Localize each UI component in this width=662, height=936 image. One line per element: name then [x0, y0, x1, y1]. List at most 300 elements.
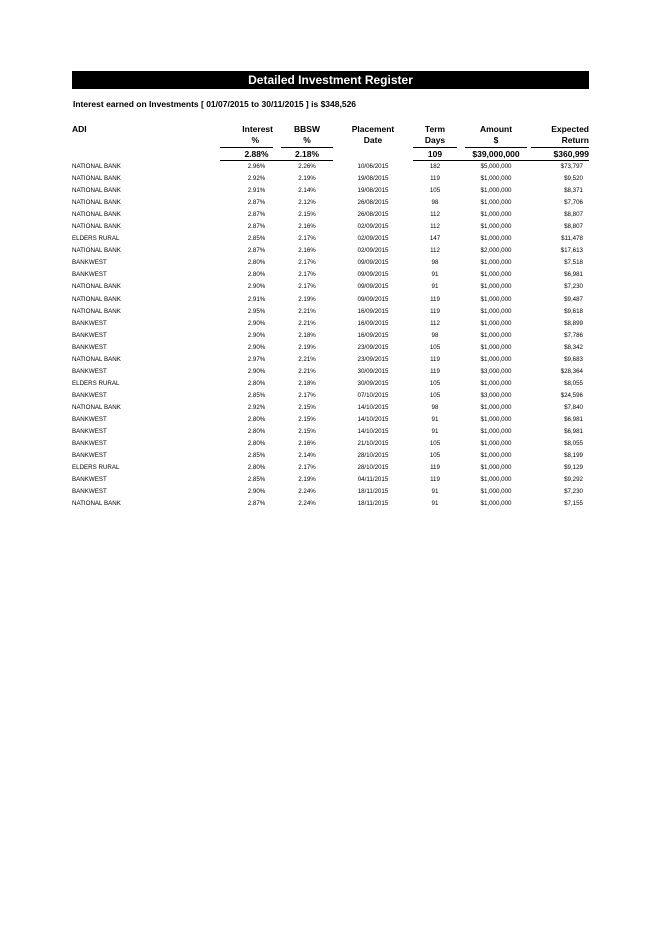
cell-gap [333, 209, 345, 221]
cell-amount: $1,000,000 [480, 199, 512, 207]
cell-adi: NATIONAL BANK [72, 295, 121, 303]
cell-amount: $3,000,000 [480, 367, 512, 375]
totals-placement-blank [345, 148, 401, 161]
cell-adi: BANKWEST [72, 331, 107, 339]
cell-term: 112 [430, 247, 440, 255]
cell-term: 98 [431, 199, 439, 207]
cell-bbsw: 2.17% [298, 464, 316, 472]
cell-amount: $1,000,000 [480, 175, 512, 183]
cell-bbsw: 2.24% [298, 500, 316, 508]
cell-expected-return: $7,230 [564, 283, 583, 291]
cell-gap [273, 426, 281, 438]
cell-interest: 2.90% [247, 283, 266, 291]
cell-gap [401, 378, 413, 390]
cell-gap [273, 221, 281, 233]
cell-amount: $1,000,000 [480, 379, 512, 387]
cell-gap [333, 197, 345, 209]
cell-amount: $1,000,000 [480, 283, 512, 291]
table-row [72, 498, 589, 510]
cell-interest: 2.87% [247, 223, 266, 231]
table-row [72, 197, 589, 209]
col-interest-line2: % [251, 135, 259, 145]
col-bbsw-line1: BBSW [294, 124, 320, 134]
cell-gap [273, 233, 281, 245]
cell-gap [333, 245, 345, 257]
cell-interest: 2.80% [247, 415, 266, 423]
col-gap-1 [273, 124, 281, 148]
column-header-row [72, 124, 589, 148]
total-amount: $39,000,000 [465, 148, 527, 161]
table-row [72, 173, 589, 185]
total-bbsw: 2.18% [281, 148, 333, 161]
cell-placement-date: 02/09/2015 [357, 235, 389, 243]
cell-term: 98 [431, 403, 439, 411]
cell-bbsw: 2.18% [298, 331, 316, 339]
cell-gap [401, 197, 413, 209]
cell-term: 105 [429, 343, 441, 351]
cell-gap [457, 426, 465, 438]
cell-gap [333, 161, 345, 174]
cell-gap [457, 330, 465, 342]
cell-amount: $1,000,000 [480, 331, 512, 339]
cell-term: 105 [429, 440, 441, 448]
cell-adi: ELDERS RURAL [72, 464, 120, 472]
cell-interest: 2.87% [247, 247, 266, 255]
cell-bbsw: 2.15% [298, 403, 316, 411]
cell-term: 119 [430, 476, 440, 484]
col-gap-4 [457, 124, 465, 148]
cell-amount: $1,000,000 [480, 440, 512, 448]
cell-adi: BANKWEST [72, 343, 107, 351]
cell-gap [401, 161, 413, 174]
cell-gap [401, 426, 413, 438]
table-row [72, 378, 589, 390]
cell-gap [457, 366, 465, 378]
col-interest-line1: Interest [242, 124, 273, 134]
cell-expected-return: $8,055 [564, 440, 583, 448]
cell-gap [333, 390, 345, 402]
cell-bbsw: 2.15% [298, 211, 316, 219]
table-row [72, 462, 589, 474]
table-row [72, 306, 589, 318]
cell-interest: 2.80% [247, 428, 266, 436]
cell-adi: NATIONAL BANK [72, 223, 121, 231]
cell-gap [457, 221, 465, 233]
cell-gap [457, 245, 465, 257]
cell-placement-date: 09/09/2015 [357, 271, 389, 279]
cell-placement-date: 28/10/2015 [357, 464, 389, 472]
cell-placement-date: 14/10/2015 [357, 403, 389, 411]
cell-placement-date: 30/09/2015 [357, 379, 389, 387]
table-row [72, 342, 589, 354]
cell-term: 119 [430, 307, 440, 315]
cell-adi: NATIONAL BANK [72, 162, 121, 170]
cell-placement-date: 10/06/2015 [357, 162, 389, 170]
cell-adi: BANKWEST [72, 452, 107, 460]
cell-expected-return: $7,786 [564, 331, 583, 339]
cell-gap [401, 318, 413, 330]
totals-gap-3 [401, 148, 413, 161]
total-term: 109 [413, 148, 457, 161]
cell-gap [273, 281, 281, 293]
cell-gap [401, 185, 413, 197]
cell-term: 119 [430, 355, 440, 363]
cell-amount: $1,000,000 [480, 211, 512, 219]
cell-gap [401, 450, 413, 462]
table-row [72, 185, 589, 197]
interest-summary: Interest earned on Investments [ 01/07/2015 to 30/11/2015 ] is $348,526 [73, 99, 357, 109]
totals-gap-2 [333, 148, 345, 161]
cell-bbsw: 2.24% [298, 488, 316, 496]
cell-gap [333, 462, 345, 474]
cell-gap [333, 402, 345, 414]
cell-gap [333, 173, 345, 185]
cell-gap [457, 233, 465, 245]
cell-amount: $1,000,000 [480, 307, 512, 315]
cell-adi: NATIONAL BANK [72, 175, 121, 183]
table-row [72, 233, 589, 245]
cell-bbsw: 2.15% [298, 415, 316, 423]
cell-adi: NATIONAL BANK [72, 187, 121, 195]
cell-placement-date: 02/09/2015 [357, 247, 389, 255]
cell-interest: 2.96% [247, 163, 266, 170]
cell-term: 98 [431, 331, 439, 339]
cell-gap [401, 486, 413, 498]
cell-bbsw: 2.26% [298, 163, 316, 170]
cell-placement-date: 23/09/2015 [357, 343, 389, 351]
cell-gap [457, 414, 465, 426]
cell-placement-date: 04/11/2015 [357, 476, 389, 484]
cell-gap [457, 209, 465, 221]
table-row [72, 330, 589, 342]
cell-gap [457, 450, 465, 462]
cell-interest: 2.90% [247, 488, 266, 496]
table-row [72, 318, 589, 330]
cell-expected-return: $7,840 [564, 403, 583, 411]
cell-gap [333, 486, 345, 498]
cell-placement-date: 16/09/2015 [357, 307, 389, 315]
cell-adi: BANKWEST [72, 428, 107, 436]
cell-bbsw: 2.16% [298, 247, 316, 255]
cell-expected-return: $8,199 [564, 452, 583, 460]
cell-expected-return: $6,981 [564, 415, 583, 423]
cell-gap [333, 498, 345, 510]
cell-interest: 2.91% [247, 295, 266, 303]
cell-gap [457, 354, 465, 366]
table-row [72, 426, 589, 438]
cell-interest: 2.85% [247, 452, 266, 460]
cell-adi: ELDERS RURAL [72, 379, 120, 387]
cell-expected-return: $9,487 [564, 295, 583, 303]
col-bbsw-line2: % [303, 135, 311, 145]
table-row [72, 414, 589, 426]
cell-gap [273, 486, 281, 498]
col-expected-line2: Return [561, 135, 589, 145]
cell-gap [401, 414, 413, 426]
cell-gap [273, 257, 281, 269]
cell-adi: ELDERS RURAL [72, 235, 120, 243]
cell-gap [457, 486, 465, 498]
cell-interest: 2.85% [247, 235, 266, 243]
cell-adi: NATIONAL BANK [72, 403, 121, 411]
cell-adi: BANKWEST [72, 440, 107, 448]
cell-term: 105 [429, 187, 441, 195]
table-row [72, 486, 589, 498]
cell-gap [333, 269, 345, 281]
cell-gap [457, 161, 465, 174]
table-row [72, 161, 589, 174]
cell-gap [457, 498, 465, 510]
cell-gap [457, 269, 465, 281]
table-row [72, 438, 589, 450]
cell-term: 91 [431, 500, 439, 508]
cell-gap [401, 402, 413, 414]
cell-amount: $1,000,000 [480, 415, 512, 423]
table-row [72, 474, 589, 486]
col-gap-3 [401, 124, 413, 148]
cell-expected-return: $7,230 [564, 488, 583, 496]
cell-gap [273, 474, 281, 486]
cell-term: 112 [430, 211, 440, 219]
cell-amount: $1,000,000 [480, 476, 512, 484]
cell-gap [333, 221, 345, 233]
cell-gap [273, 498, 281, 510]
cell-placement-date: 14/10/2015 [357, 415, 389, 423]
cell-adi: NATIONAL BANK [72, 199, 121, 207]
col-placement-line1: Placement [351, 124, 395, 134]
cell-placement-date: 18/11/2015 [357, 488, 389, 496]
cell-expected-return: $9,129 [564, 464, 583, 472]
cell-interest: 2.85% [247, 391, 266, 399]
cell-amount: $2,000,000 [480, 247, 512, 255]
cell-term: 112 [430, 223, 440, 231]
col-term [413, 124, 457, 148]
cell-interest: 2.92% [247, 175, 266, 183]
cell-bbsw: 2.16% [298, 223, 316, 231]
register-grid [72, 124, 589, 510]
cell-gap [457, 185, 465, 197]
cell-gap [401, 474, 413, 486]
cell-term: 91 [431, 415, 439, 423]
cell-interest: 2.80% [247, 259, 266, 267]
cell-expected-return: $8,807 [564, 223, 583, 231]
cell-term: 119 [430, 367, 440, 375]
cell-adi: NATIONAL BANK [72, 247, 121, 255]
table-row [72, 450, 589, 462]
cell-gap [333, 294, 345, 306]
cell-interest: 2.80% [247, 379, 266, 387]
cell-amount: $1,000,000 [480, 488, 512, 496]
cell-placement-date: 02/09/2015 [357, 223, 389, 231]
cell-gap [401, 269, 413, 281]
cell-bbsw: 2.12% [298, 199, 316, 207]
cell-expected-return: $8,055 [564, 379, 583, 387]
cell-placement-date: 18/11/2015 [357, 500, 389, 508]
table-row [72, 245, 589, 257]
table-row [72, 257, 589, 269]
cell-gap [273, 450, 281, 462]
cell-gap [457, 390, 465, 402]
cell-gap [273, 366, 281, 378]
cell-bbsw: 2.17% [298, 259, 316, 267]
cell-gap [401, 245, 413, 257]
cell-interest: 2.80% [247, 440, 266, 448]
col-expected [531, 124, 589, 148]
cell-gap [401, 281, 413, 293]
cell-term: 91 [431, 488, 439, 496]
cell-gap [333, 306, 345, 318]
cell-expected-return: $7,706 [564, 199, 583, 207]
cell-interest: 2.90% [247, 331, 266, 339]
col-amount [465, 124, 527, 148]
table-row [72, 354, 589, 366]
cell-term: 91 [431, 283, 439, 291]
cell-gap [401, 342, 413, 354]
cell-gap [273, 306, 281, 318]
cell-expected-return: $7,155 [564, 500, 583, 508]
cell-gap [401, 306, 413, 318]
cell-gap [401, 330, 413, 342]
col-expected-line1: Expected [551, 124, 589, 134]
cell-bbsw: 2.14% [298, 452, 316, 460]
cell-amount: $1,000,000 [480, 355, 512, 363]
cell-gap [457, 306, 465, 318]
cell-placement-date: 09/09/2015 [357, 283, 389, 291]
cell-adi: NATIONAL BANK [72, 355, 121, 363]
table-row [72, 366, 589, 378]
table-row [72, 402, 589, 414]
cell-amount: $1,000,000 [480, 428, 512, 436]
cell-expected-return: $6,981 [564, 428, 583, 436]
cell-adi: BANKWEST [72, 391, 107, 399]
cell-bbsw: 2.17% [298, 271, 316, 279]
totals-adi-blank [72, 148, 220, 161]
cell-interest: 2.90% [247, 319, 266, 327]
cell-interest: 2.80% [247, 464, 266, 472]
cell-gap [457, 474, 465, 486]
cell-gap [333, 354, 345, 366]
cell-gap [333, 257, 345, 269]
cell-placement-date: 28/10/2015 [357, 452, 389, 460]
cell-amount: $1,000,000 [480, 235, 512, 243]
cell-expected-return: $17,613 [560, 247, 583, 255]
cell-bbsw: 2.18% [298, 379, 316, 387]
cell-interest: 2.91% [247, 187, 266, 195]
cell-bbsw: 2.21% [298, 307, 316, 315]
cell-bbsw: 2.14% [298, 187, 316, 195]
cell-gap [401, 173, 413, 185]
cell-amount: $1,000,000 [480, 452, 512, 460]
cell-gap [333, 366, 345, 378]
cell-gap [401, 221, 413, 233]
cell-placement-date: 30/09/2015 [357, 367, 389, 375]
cell-gap [273, 245, 281, 257]
cell-gap [273, 402, 281, 414]
cell-gap [401, 209, 413, 221]
totals-row [72, 148, 589, 161]
cell-gap [333, 426, 345, 438]
cell-interest: 2.92% [247, 403, 266, 411]
cell-expected-return: $9,520 [564, 175, 583, 183]
cell-placement-date: 16/09/2015 [357, 331, 389, 339]
table-row [72, 390, 589, 402]
cell-gap [273, 330, 281, 342]
cell-adi: BANKWEST [72, 476, 107, 484]
cell-amount: $1,000,000 [480, 319, 512, 327]
table-row [72, 221, 589, 233]
cell-term: 119 [430, 295, 440, 303]
cell-amount: $1,000,000 [480, 500, 512, 508]
cell-expected-return: $9,683 [564, 355, 583, 363]
cell-gap [273, 269, 281, 281]
cell-gap [401, 233, 413, 245]
cell-placement-date: 09/09/2015 [357, 295, 389, 303]
cell-amount: $1,000,000 [480, 464, 512, 472]
cell-placement-date: 19/08/2015 [357, 187, 389, 195]
cell-gap [273, 173, 281, 185]
cell-bbsw: 2.19% [298, 295, 316, 303]
cell-interest: 2.90% [247, 367, 266, 375]
cell-interest: 2.97% [247, 355, 266, 363]
cell-interest: 2.85% [247, 476, 266, 484]
cell-gap [401, 390, 413, 402]
cell-adi: NATIONAL BANK [72, 500, 121, 508]
cell-gap [457, 281, 465, 293]
cell-term: 182 [429, 163, 441, 170]
cell-adi: BANKWEST [72, 415, 107, 423]
cell-gap [457, 173, 465, 185]
cell-gap [401, 462, 413, 474]
cell-expected-return: $8,371 [564, 187, 583, 195]
cell-amount: $1,000,000 [480, 403, 512, 411]
cell-gap [333, 450, 345, 462]
cell-amount: $1,000,000 [480, 343, 512, 351]
cell-placement-date: 14/10/2015 [357, 428, 389, 436]
cell-gap [401, 354, 413, 366]
cell-expected-return: $7,518 [564, 259, 583, 267]
cell-gap [457, 318, 465, 330]
cell-term: 105 [429, 391, 441, 399]
cell-gap [273, 197, 281, 209]
cell-term: 91 [431, 428, 439, 436]
cell-gap [457, 294, 465, 306]
cell-bbsw: 2.21% [298, 355, 316, 363]
cell-term: 119 [430, 175, 440, 183]
cell-adi: NATIONAL BANK [72, 283, 121, 291]
cell-amount: $1,000,000 [480, 187, 512, 195]
cell-bbsw: 2.16% [298, 440, 316, 448]
cell-gap [333, 474, 345, 486]
cell-gap [457, 378, 465, 390]
cell-bbsw: 2.19% [298, 343, 316, 351]
cell-gap [273, 354, 281, 366]
cell-bbsw: 2.19% [298, 175, 316, 183]
cell-gap [273, 462, 281, 474]
cell-gap [273, 342, 281, 354]
cell-term: 105 [429, 379, 441, 387]
col-term-line2: Days [424, 135, 446, 145]
cell-gap [273, 378, 281, 390]
cell-expected-return: $8,807 [564, 211, 583, 219]
cell-placement-date: 16/09/2015 [357, 319, 389, 327]
cell-adi: NATIONAL BANK [72, 307, 121, 315]
cell-expected-return: $73,797 [560, 163, 583, 170]
cell-bbsw: 2.19% [298, 476, 316, 484]
cell-gap [273, 390, 281, 402]
total-expected: $360,999 [531, 148, 589, 161]
col-bbsw [281, 124, 333, 148]
cell-term: 105 [429, 452, 441, 460]
